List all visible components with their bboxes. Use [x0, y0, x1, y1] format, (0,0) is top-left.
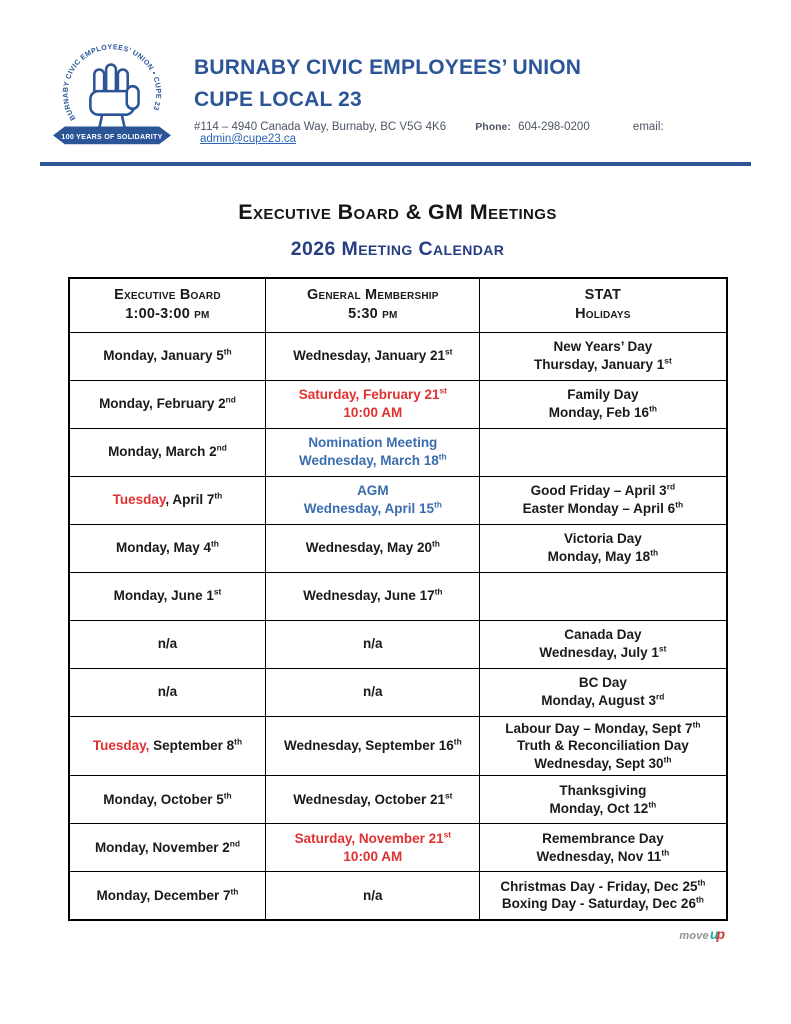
cell-executive-board: Monday, February 2nd — [69, 380, 266, 428]
header-executive-board-title: Executive Board — [114, 286, 221, 303]
table-row — [69, 776, 727, 824]
cell-general-membership: Saturday, February 21st 10:00 AM — [266, 380, 480, 428]
cell-executive-board: n/a — [69, 620, 266, 668]
cell-stat-holidays: New Years’ Day Thursday, January 1st — [480, 332, 727, 380]
cell-stat-holidays: Thanksgiving Monday, Oct 12th — [480, 776, 727, 824]
org-address: #114 – 4940 Canada Way, Burnaby, BC V5G 4K6 — [194, 121, 447, 133]
logo-ring-text: BURNABY CIVIC EMPLOYEES’ UNION • CUPE 23 — [61, 43, 163, 122]
cell-executive-board: Tuesday, April 7th — [69, 476, 266, 524]
page-subtitle: 2026 Meeting Calendar — [290, 238, 505, 260]
cell-stat-holidays: Good Friday – April 3rd Easter Monday – April 6th — [480, 476, 727, 524]
letterhead — [40, 40, 755, 156]
meeting-calendar-table — [68, 277, 728, 921]
header-holidays-title: Holidays — [575, 306, 631, 323]
table-row — [69, 524, 727, 572]
table-row — [69, 824, 727, 872]
cell-general-membership: n/a — [266, 872, 480, 920]
cell-stat-holidays: Remembrance Day Wednesday, Nov 11th — [480, 824, 727, 872]
union-logo-badge — [46, 40, 178, 156]
logo-ribbon — [53, 127, 171, 145]
cell-stat-holidays: BC Day Monday, August 3rd — [480, 668, 727, 716]
table-row — [69, 872, 727, 920]
moveup-logo — [679, 926, 725, 942]
moveup-logo-p: p — [716, 925, 725, 942]
cell-general-membership: AGM Wednesday, April 15th — [266, 476, 480, 524]
cell-stat-holidays: Family Day Monday, Feb 16th — [480, 380, 727, 428]
cell-general-membership: Saturday, November 21st 10:00 AM — [266, 824, 480, 872]
calendar-tbody — [69, 332, 727, 920]
page-title: Executive Board & GM Meetings — [238, 200, 557, 224]
union-logo — [46, 40, 178, 156]
phone-label: Phone: — [475, 121, 511, 133]
header-executive-board-time: 1:00-3:00 pm — [125, 306, 210, 323]
header-general-membership-title: General Membership — [307, 286, 439, 303]
org-block — [194, 40, 755, 145]
cell-stat-holidays: Victoria Day Monday, May 18th — [480, 524, 727, 572]
cell-general-membership: Nomination Meeting Wednesday, March 18th — [266, 428, 480, 476]
fist-icon — [90, 65, 138, 129]
header-general-membership — [266, 278, 480, 332]
org-name: BURNABY CIVIC EMPLOYEES’ UNION — [194, 56, 582, 79]
cell-general-membership: Wednesday, June 17th — [266, 572, 480, 620]
header-general-membership-time: 5:30 pm — [348, 306, 398, 323]
table-row — [69, 476, 727, 524]
cell-general-membership: Wednesday, October 21st — [266, 776, 480, 824]
moveup-logo-move: move — [679, 929, 709, 942]
cell-stat-holidays: Christmas Day - Friday, Dec 25th Boxing Day - Saturday, Dec 26th — [480, 872, 727, 920]
table-header-row — [69, 278, 727, 332]
footer — [40, 926, 725, 944]
cell-general-membership: Wednesday, May 20th — [266, 524, 480, 572]
table-row — [69, 572, 727, 620]
cell-executive-board: Monday, March 2nd — [69, 428, 266, 476]
header-executive-board — [69, 278, 266, 332]
contact-line — [194, 121, 755, 145]
cell-executive-board: Tuesday, September 8th — [69, 716, 266, 776]
cell-executive-board: n/a — [69, 668, 266, 716]
header-divider — [40, 162, 751, 166]
cell-executive-board: Monday, December 7th — [69, 872, 266, 920]
cell-stat-holidays — [480, 428, 727, 476]
cell-executive-board: Monday, October 5th — [69, 776, 266, 824]
cell-general-membership: Wednesday, September 16th — [266, 716, 480, 776]
phone-number: 604-298-0200 — [518, 121, 590, 133]
table-row — [69, 380, 727, 428]
cell-stat-holidays: Canada Day Wednesday, July 1st — [480, 620, 727, 668]
table-row — [69, 428, 727, 476]
header-stat-title: STAT — [584, 286, 622, 303]
logo-ribbon-text: 100 YEARS OF SOLIDARITY — [61, 133, 163, 141]
org-subname: CUPE LOCAL 23 — [194, 87, 362, 111]
cell-general-membership: n/a — [266, 620, 480, 668]
cell-stat-holidays — [480, 572, 727, 620]
header-stat-holidays — [480, 278, 727, 332]
cell-stat-holidays: Labour Day – Monday, Sept 7th Truth & Reconciliation Day Wednesday, Sept 30th — [480, 716, 727, 776]
cell-general-membership: Wednesday, January 21st — [266, 332, 480, 380]
cell-executive-board: Monday, June 1st — [69, 572, 266, 620]
table-row — [69, 668, 727, 716]
cell-executive-board: Monday, May 4th — [69, 524, 266, 572]
email-link[interactable]: admin@cupe23.ca — [200, 133, 297, 145]
table-row — [69, 716, 727, 776]
cell-executive-board: Monday, January 5th — [69, 332, 266, 380]
email-label: email: — [632, 121, 664, 133]
moveup-logo-u: u — [709, 925, 719, 942]
cell-executive-board: Monday, November 2nd — [69, 824, 266, 872]
table-row — [69, 620, 727, 668]
cell-general-membership: n/a — [266, 668, 480, 716]
table-row — [69, 332, 727, 380]
